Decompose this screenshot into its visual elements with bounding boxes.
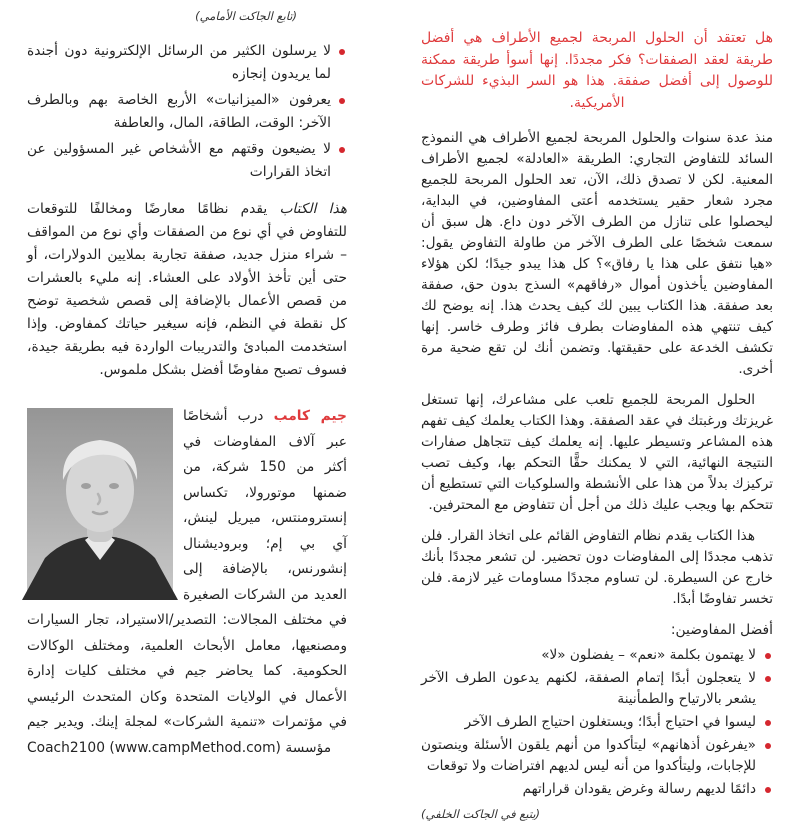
list-item <box>27 89 347 135</box>
bullet-dot-icon <box>765 676 771 682</box>
book-description-paragraph <box>27 198 347 382</box>
main-column <box>421 8 773 822</box>
list-item-label: لا يرسلون الكثير من الرسائل الإلكترونية دون أجندة لما يريدون إنجازه <box>27 43 331 82</box>
list-item-label: لا يهتمون بكلمة «نعم» – يفضلون «لا» <box>541 647 756 663</box>
body-paragraph-3: هذا الكتاب يقدم نظام التفاوض القائم على اتخاذ القرار. فلن تذهب مجددًا إلى المفاوضات دون تحضير. لن تشعر مجددًا بأنك خارج عن السيطرة. لن تساوم مجددًا مساومات غير لازمة. فلن تخسر تفاوضًا أبدًا. <box>421 528 773 607</box>
bullet-dot-icon <box>765 743 771 749</box>
list-item-label: دائمًا لديهم رسالة وغرض يقودان قراراتهم <box>522 781 756 797</box>
negotiator-traits-list <box>27 40 347 184</box>
list-item <box>421 712 773 733</box>
list-item <box>421 645 773 666</box>
list-item-label: لا يضيعون وقتهم مع الأشخاص غير المسؤولين عن اتخاذ القرارات <box>27 141 331 180</box>
book-description-lead: هذا الكتاب <box>279 201 347 217</box>
side-column <box>27 8 347 822</box>
author-photo <box>27 408 173 600</box>
list-item <box>421 668 773 710</box>
body-paragraph-1: منذ عدة سنوات والحلول المربحة لجميع الأطراف هي النموذج السائد للتفاوض التجاري: الطريقة «العادلة» لجميع الأطراف المعنية. لكن لا تصدق ذلك، الآن، تعد الحلول المربحة للجميع مجرد شعار حقير يستخدمه أعتى المفاوضين، في البداية، ليحصلوا على تنازل من الطرف الآخر دون داع. هل سبق أن سمعت شخصًا على الطرف الآخر من طاولة التفاوض يقول: «هيا نتفق على هذا يا رفاق»؟ كل هذا يبدو جيدًا؛ لكن هؤلاء المفاوضين يأخذون أموال «رفاقهم» السذج بدون حق، صفقة بعد صفقة. هذا الكتاب يبين لك كيف يحدث هذا. إنه يوضح لك كيف تنتهي هذه المفاوضات بطرف فائز وطرف خاسر. إنها تكشف الخدعة على حقيقتها. وتضمن أنك لن تقع ضحية مرة أخرى. <box>421 130 773 377</box>
best-negotiators-heading: أفضل المفاوضين: <box>670 622 773 638</box>
two-column-layout <box>27 8 773 822</box>
continued-from-front-note: (تابع الجاكت الأمامي) <box>195 9 297 23</box>
best-negotiators-list <box>421 645 773 800</box>
bullet-dot-icon <box>339 98 345 104</box>
bullet-dot-icon <box>339 147 345 153</box>
bullet-dot-icon <box>765 787 771 793</box>
bullet-dot-icon <box>765 720 771 726</box>
author-bio <box>27 404 347 761</box>
list-item <box>27 40 347 86</box>
continued-on-back-note: (يتبع في الجاكت الخلفي) <box>421 807 541 821</box>
author-org-url: Coach2100 (www.campMethod.com) <box>27 739 281 756</box>
list-item <box>27 138 347 184</box>
red-intro-text: هل تعتقد أن الحلول المربحة لجميع الأطراف هي أفضل طريقة لعقد الصفقات؟ فكر مجددًا. إنها أسوأ طريقة ممكنة للوصول إلى أفضل صفقة. هذا هو السر البذيء للشركات الأمريكية. <box>421 30 773 111</box>
bullet-dot-icon <box>339 49 345 55</box>
list-item-label: يعرفون «الميزانيات» الأربع الخاصة بهم وبالطرف الآخر: الوقت، الطاقة، المال، والعاطفة <box>27 92 331 131</box>
author-name: جيم كامب <box>273 408 347 424</box>
list-item-label: لا يتعجلون أبدًا إتمام الصفقة، لكنهم يدعون الطرف الآخر يشعر بالارتياح والطمأنينة <box>421 670 756 707</box>
bullet-dot-icon <box>765 653 771 659</box>
list-item <box>421 735 773 777</box>
list-item-label: ليسوا في احتياج أبدًا؛ ويستغلون احتياج الطرف الآخر <box>464 714 756 730</box>
book-description-rest: يقدم نظامًا معارضًا ومخالفًا للتوقعات للتفاوض في أي نوع من الصفقات وأي نوع من المواقف – شراء منزل جديد، صفقة تجارية بملايين الدولارات، أو حتى أين تأخذ الأولاد على العشاء. إنه مليء بالعشرات من قصص الأعمال بالإضافة إلى قصص شخصية توضح كل نقطة في النظم، فإنه سيغير حياتك كمفاوض. وإذا استخدمت المبادئ والتدريبات الواردة فيه بطريقة جيدة، فسوف تصبح مفاوضًا أفضل بشكل ملموس. <box>27 201 347 378</box>
list-item <box>421 779 773 800</box>
body-paragraph-2: الحلول المربحة للجميع تلعب على مشاعرك، إنها تستغل غريزتك ورغبتك في عقد الصفقة. وهذا الكتاب يعلمك كيف تفهم هذه المشاعر وتسيطر عليها. إنه يعلمك كيف تتجاهل صفارات النتيجة النهائية، التي لا يمكنك حقًّا التحكم بها، وكيف تصب تركيزك بدلاً من هذا على الأنشطة والسلوكيات التي تستطيع أن تتحكم بها ويجب عليك ذلك من أجل أن تتفاوض مع المحترفين. <box>421 392 773 513</box>
author-bio-text: درب أشخاصًا عبر آلاف المفاوضات في أكثر من 150 شركة، من ضمنها موتورولا، تكساس إنسترومنتس، ميريل لينش، آي بي إم؛ وبروديشنال إنشورنس، بالإضافة إلى العديد من الشركات الصغيرة في مختلف المجالات: التصدير/الاستيراد، تجار السيارات ومصنعيها، معامل الأبحاث العلمية، ومختلف الوكالات الحكومية. كما يحاضر جيم في مختلف كليات إدارة الأعمال في الولايات المتحدة وكان المتحدث الرئيسي في مؤتمرات «تنمية الشركات» لمجلة إينك. ويدير جيم مؤسسة <box>27 408 347 756</box>
list-item-label: «يفرغون أذهانهم» ليتأكدوا من أنهم يلقون الأسئلة وينصتون للإجابات، وليتأكدوا من أنه ليس لديهم افتراضات ولا توقعات <box>421 737 756 774</box>
